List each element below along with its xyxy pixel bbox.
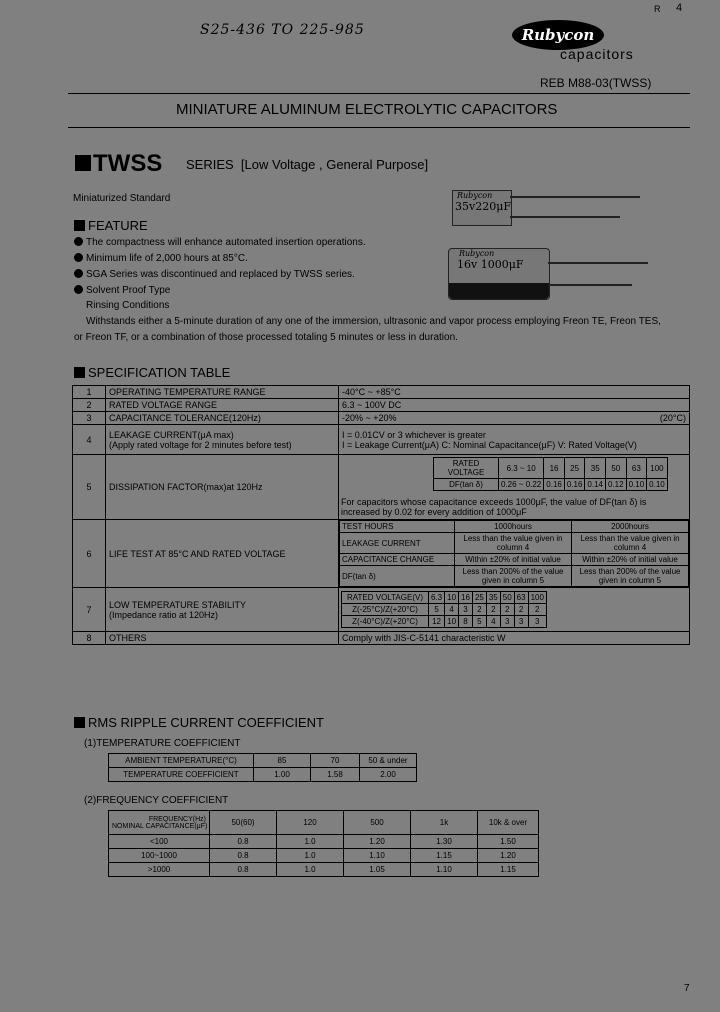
rubycon-logo: Rubycon <box>512 20 604 50</box>
freq-coefficient-title: (2)FREQUENCY COEFFICIENT <box>84 795 229 806</box>
low-temp-table: RATED VOLTAGE(V) 6.3 10 16 25 35 50 63 100 Z(-25°C)/Z(+20°C) 5 4 3 2 2 2 2 2 Z(-40°C)/Z(+20°C) 12 10 8 5 4 3 3 3 <box>341 591 547 628</box>
brand-subtitle: capacitors <box>560 46 634 62</box>
feature-item: Minimum life of 2,000 hours at 85°C. <box>74 253 248 264</box>
table-row: 7 LOW TEMPERATURE STABILITY (Impedance ratio at 120Hz) RATED VOLTAGE(V) 6.3 10 16 25 35 50 63 100 Z(-25°C)/Z(+20°C) 5 4 3 2 2 2 2 2 Z(-40°C)/Z(+20°C) 12 10 8 5 4 3 3 3 <box>73 588 690 632</box>
capacitor-lead <box>548 284 632 286</box>
table-row: 8 OTHERS Comply with JIS-C-5141 characteristic W <box>73 632 690 645</box>
corner-digit: 4 <box>676 2 683 14</box>
page-number: 7 <box>684 983 690 994</box>
temp-coefficient-title: (1)TEMPERATURE COEFFICIENT <box>84 738 241 749</box>
feature-heading: FEATURE <box>74 218 148 233</box>
series-square-icon <box>75 155 91 171</box>
table-row: 6 LIFE TEST AT 85°C AND RATED VOLTAGE TEST HOURS 1000hours 2000hours LEAKAGE CURRENT Less than the value given in column 4 Less than the value given in column 4 CAPACITANCE CHANGE Within ±20% of initial value Within ±20% of initial value DF(tan δ) Less than 200% of the value given in column 5 Less than 200% of the value given in column 5 <box>73 520 690 588</box>
table-row: 3 CAPACITANCE TOLERANCE(120Hz) -20% ~ +20% (20°C) <box>73 412 690 425</box>
rinsing-title: Rinsing Conditions <box>86 300 170 311</box>
feature-item: Solvent Proof Type <box>74 285 170 296</box>
page-title: MINIATURE ALUMINUM ELECTROLYTIC CAPACITORS <box>176 101 558 118</box>
temp-coefficient-table: AMBIENT TEMPERATURE(°C) 85 70 50 & under TEMPERATURE COEFFICIENT 1.00 1.58 2.00 <box>108 753 417 782</box>
document-reference: REB M88-03(TWSS) <box>540 76 652 90</box>
spec-table <box>72 385 690 645</box>
capacitor-lead <box>510 216 620 218</box>
spec-heading: SPECIFICATION TABLE <box>74 365 230 380</box>
ripple-heading: RMS RIPPLE CURRENT COEFFICIENT <box>74 715 324 730</box>
corner-mark: R <box>654 4 661 14</box>
capacitor-lead <box>548 262 648 264</box>
feature-item: SGA Series was discontinued and replaced by TWSS series. <box>74 269 355 280</box>
series-description: SERIES [Low Voltage , General Purpose] <box>186 157 429 172</box>
miniaturized-label: Miniaturized Standard <box>73 193 171 204</box>
table-row: 5 DISSIPATION FACTOR(max)at 120Hz RATED VOLTAGE 6.3 ~ 10 16 25 35 50 63 100 DF(tan δ) 0.26 ~ 0.22 0.16 0.16 0.14 0.12 0.10 0.10 For capacitors whose capacitance exceeds 1000μF, the value of DF(tan δ) is increased by 0.02 for every addition of 1000μF <box>73 455 690 520</box>
table-row: 1 OPERATING TEMPERATURE RANGE -40°C ~ +85°C <box>73 386 690 399</box>
capacitor-lead <box>510 196 640 198</box>
rinsing-text-1: Withstands either a 5-minute duration of any one of the immersion, ultrasonic and vapor process employing Freon TE, Freon TES, <box>86 316 661 327</box>
top-rule <box>68 93 690 94</box>
life-test-table: TEST HOURS 1000hours 2000hours LEAKAGE CURRENT Less than the value given in column 4 Less than the value given in column 4 CAPACITANCE CHANGE Within ±20% of initial value Within ±20% of initial value DF(tan δ) Less than 200% of the value given in column 5 Less than 200% of the value given in column 5 <box>339 520 689 587</box>
table-row: 2 RATED VOLTAGE RANGE 6.3 ~ 100V DC <box>73 399 690 412</box>
capacitor-image-large: Rubycon 16v 1000μF <box>448 248 550 300</box>
table-row: 4 LEAKAGE CURRENT(μA max) (Apply rated voltage for 2 minutes before test) I = 0.01CV or 3 whichever is greater I = Leakage Current(μA) C: Nominal Capacitance(μF) V: Rated Voltage(V) <box>73 425 690 455</box>
feature-item: The compactness will enhance automated insertion operations. <box>74 237 366 248</box>
handwritten-note: S25-436 TO 225-985 <box>200 22 365 38</box>
series-name: TWSS <box>93 150 163 177</box>
capacitor-image-small: Rubycon 35v220μF <box>452 190 512 226</box>
title-rule <box>68 127 690 128</box>
df-table: RATED VOLTAGE 6.3 ~ 10 16 25 35 50 63 100 DF(tan δ) 0.26 ~ 0.22 0.16 0.16 0.14 0.12 0.10 0.10 <box>433 457 668 491</box>
rinsing-text-2: or Freon TF, or a combination of those processed totaling 5 minutes or less in duration. <box>74 332 458 343</box>
freq-coefficient-table: FREQUENCY(Hz) NOMINAL CAPACITANCE(μF) 50(60) 120 500 1k 10k & over <100 0.8 1.0 1.20 1.30 1.50 100~1000 0.8 1.0 1.10 1.15 1.20 >1000 0.8 1.0 1.05 1.10 1.15 <box>108 810 539 877</box>
